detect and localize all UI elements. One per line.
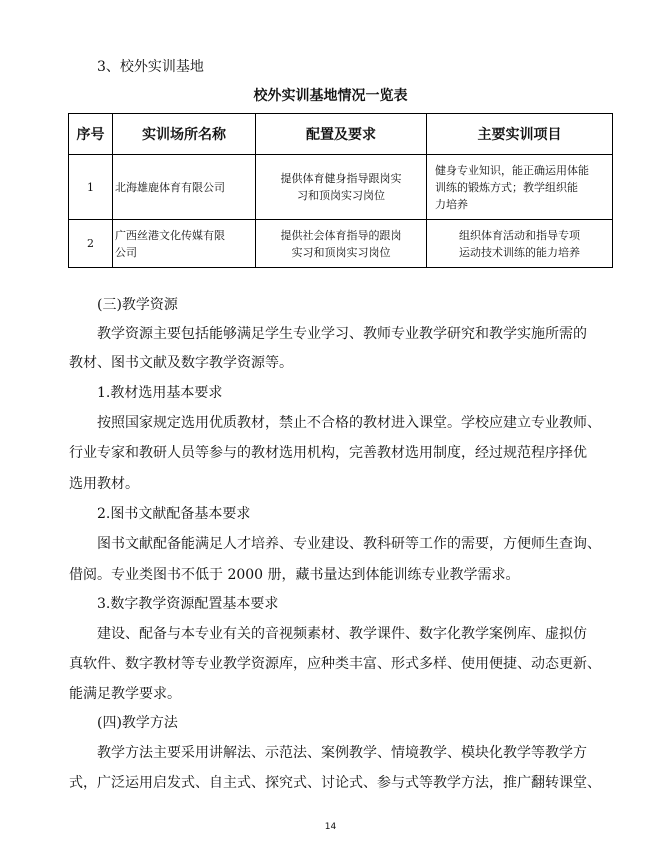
cell-seq: 1 — [69, 155, 113, 220]
methods-heading: (四)教学方法 — [97, 715, 178, 731]
paragraph-line: 选用教材。 — [69, 476, 139, 492]
training-base-table — [68, 113, 613, 268]
table-header-row — [69, 114, 613, 155]
header-projects: 主要实训项目 — [427, 114, 613, 155]
paragraph-line: 真软件、数字教材等专业教学资源库，应种类丰富、形式多样、使用便捷、动态更新、 — [69, 656, 601, 672]
cell-site-name: 北海雄鹿体育有限公司 — [113, 155, 256, 220]
paragraph-line: 借阅。专业类图书不低于 2000 册，藏书量达到体能训练专业教学需求。 — [69, 567, 520, 583]
cell-line: 提供体育健身指导跟岗实 — [280, 172, 402, 185]
paragraph-line: 图书文献配备能满足人才培养、专业建设、教科研等工作的需要，方便师生查询、 — [97, 536, 601, 552]
cell-site-name — [113, 220, 256, 268]
paragraph-line: 建设、配备与本专业有关的音视频素材、教学课件、数字化教学案例库、虚拟仿 — [97, 626, 587, 642]
paragraph-line: 能满足教学要求。 — [69, 686, 181, 702]
header-site-name: 实训场所名称 — [113, 114, 256, 155]
cell-line: 训练的锻炼方式；教学组织能 — [435, 180, 578, 194]
cell-seq: 2 — [69, 220, 113, 268]
paragraph-line: 教学资源主要包括能够满足学生专业学习、教师专业教学研究和教学实施所需的 — [97, 326, 587, 342]
header-requirements: 配置及要求 — [256, 114, 427, 155]
cell-line: 广西丝港文化传媒有限 — [115, 228, 225, 242]
cell-line: 健身专业知识，能正确运用体能 — [435, 163, 589, 177]
cell-line: 公司 — [115, 245, 137, 259]
cell-projects — [427, 220, 613, 268]
cell-line: 习和顶岗实习岗位 — [297, 189, 385, 202]
cell-line: 提供社会体育指导的跟岗 — [280, 228, 402, 242]
cell-projects — [427, 155, 613, 220]
paragraph-line: 按照国家规定选用优质教材，禁止不合格的教材进入课堂。学校应建立专业教师、 — [97, 415, 601, 431]
paragraph-line: 教学方法主要采用讲解法、示范法、案例教学、情境教学、模块化教学等教学方 — [97, 745, 587, 761]
textbook-heading: 1.教材选用基本要求 — [97, 385, 223, 401]
cell-requirements — [256, 155, 427, 220]
header-seq: 序号 — [69, 114, 113, 155]
cell-line: 组织体育活动和指导专项 — [459, 228, 580, 242]
paragraph-line: 行业专家和教研人员等参与的教材选用机构，完善教材选用制度，经过规范程序择优 — [69, 445, 587, 461]
cell-requirements — [256, 220, 427, 268]
cell-line: 实习和顶岗实习岗位 — [291, 245, 391, 259]
table-row — [69, 155, 613, 220]
cell-line: 运动技术训练的能力培养 — [459, 245, 580, 259]
digital-heading: 3.数字教学资源配置基本要求 — [97, 596, 279, 612]
section-heading: 3、校外实训基地 — [97, 59, 204, 75]
table-title: 校外实训基地情况一览表 — [253, 88, 408, 104]
teaching-resources-heading: (三)教学资源 — [97, 297, 178, 313]
paragraph-line: 式，广泛运用启发式、自主式、探究式、讨论式、参与式等教学方法，推广翻转课堂、 — [69, 775, 601, 791]
paragraph-line: 教材、图书文献及数字教学资源等。 — [69, 355, 293, 371]
cell-line: 力培养 — [435, 197, 468, 211]
library-heading: 2.图书文献配备基本要求 — [97, 506, 251, 522]
page-number: 14 — [324, 822, 337, 832]
table-row — [69, 220, 613, 268]
